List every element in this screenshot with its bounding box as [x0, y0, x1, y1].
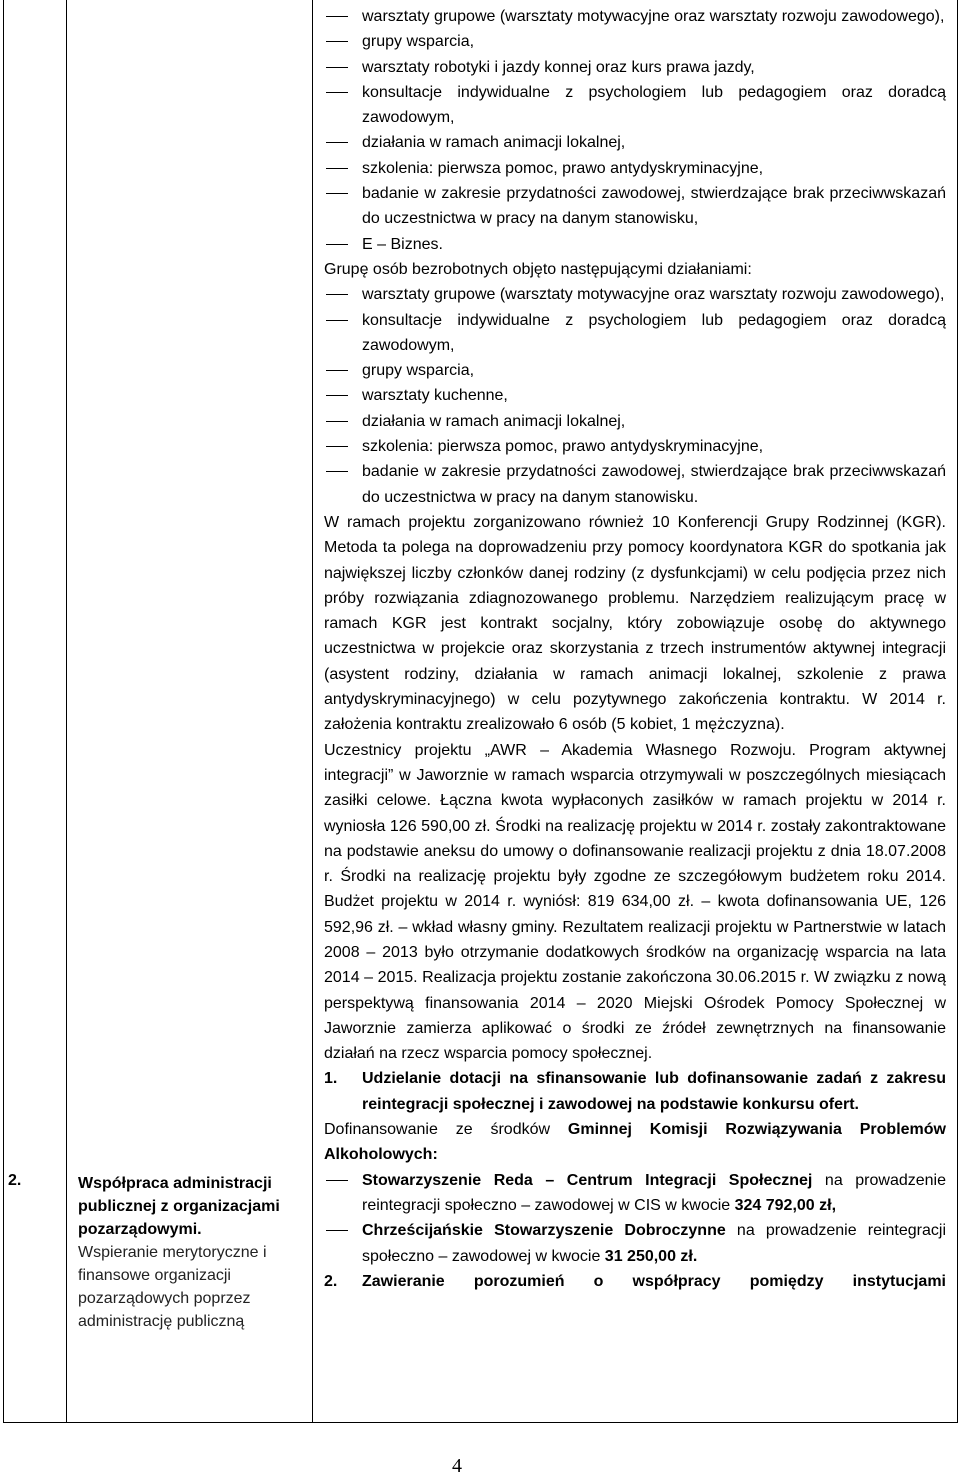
list-item: konsultacje indywidualne z psychologiem lub pedagogiem oraz doradcą zawodowym, [324, 308, 946, 359]
section-title-cell [78, 1172, 303, 1333]
dash-bullet-icon [326, 1230, 348, 1231]
intro-paragraph: Grupę osób bezrobotnych objęto następującymi działaniami: [324, 260, 752, 278]
page-number: 4 [452, 1455, 462, 1477]
dash-bullet-icon [326, 320, 348, 321]
organization-item: Chrześcijańskie Stowarzyszenie Dobroczynne na prowadzenie reintegracji społeczno – zawodowej w kwocie 31 250,00 zł. [324, 1218, 946, 1269]
organization-list [324, 1168, 946, 1269]
list-item: grupy wsparcia, [324, 29, 946, 54]
dash-bullet-icon [326, 244, 348, 245]
dash-bullet-icon [326, 67, 348, 68]
list-item: szkolenia: pierwsza pomoc, prawo antydyskryminacyjne, [324, 156, 946, 181]
list-item: warsztaty robotyki i jazdy konnej oraz kurs prawa jazdy, [324, 55, 946, 80]
activity-list-2 [324, 282, 946, 510]
list-item: warsztaty grupowe (warsztaty motywacyjne oraz warsztaty rozwoju zawodowego), [324, 4, 946, 29]
dash-bullet-icon [326, 41, 348, 42]
dash-bullet-icon [326, 92, 348, 93]
organization-item: Stowarzyszenie Reda – Centrum Integracji Społecznej na prowadzenie reintegracji społeczno – zawodowej w CIS w kwocie 324 792,00 zł, [324, 1168, 946, 1219]
heading-porozumienia: 2. Zawieranie porozumień o współpracy pomiędzy instytucjami [324, 1272, 946, 1290]
dash-bullet-icon [326, 471, 348, 472]
dash-bullet-icon [326, 16, 348, 17]
dash-bullet-icon [326, 193, 348, 194]
list-item: konsultacje indywidualne z psychologiem lub pedagogiem oraz doradcą zawodowym, [324, 80, 946, 131]
section-number-cell [8, 1172, 48, 1190]
column-divider [312, 0, 313, 1422]
dash-bullet-icon [326, 142, 348, 143]
kgr-paragraph: W ramach projektu zorganizowano również 10 Konferencji Grupy Rodzinnej (KGR). Metoda ta polega na doprowadzeniu przy pomocy koordynatora KGR do spotkania jak największej liczby członków danej rodziny (z dysfunkcjami) w celu podjęcia przez nich próby rozwiązania zdiagnozowanego problemu. Narzędziem realizującym pracę w ramach KGR jest kontrakt socjalny, który zobowiązuje osobę do aktywnego uczestnictwa w projekcie oraz skorzystania z trzech instrumentów aktywnej integracji (asystent rodziny, działania w ramach animacji lokalnej, szkolenie z prawa antydyskryminacyjnego) w celu pozytywnego zakończenia kontraktu. W 2014 r. założenia kontraktu zrealizowało 6 osób (5 kobiet, 1 mężczyzna). [324, 513, 946, 734]
dash-bullet-icon [326, 446, 348, 447]
section-title: Współpraca administracji publicznej z organizacjami pozarządowymi. [78, 1175, 280, 1238]
list-item: E – Biznes. [324, 232, 946, 257]
activity-list-1 [324, 4, 946, 257]
list-item: badanie w zakresie przydatności zawodowej, stwierdzające brak przeciwwskazań do uczestnictwa w pracy na danym stanowisku, [324, 181, 946, 232]
section-number: 2. [8, 1172, 22, 1189]
list-item: działania w ramach animacji lokalnej, [324, 409, 946, 434]
column-divider [66, 0, 67, 1422]
list-item: badanie w zakresie przydatności zawodowej, stwierdzające brak przeciwwskazań do uczestnictwa w pracy na danym stanowisku. [324, 459, 946, 510]
dash-bullet-icon [326, 395, 348, 396]
list-item: działania w ramach animacji lokalnej, [324, 130, 946, 155]
dash-bullet-icon [326, 168, 348, 169]
section-subtitle: Wspieranie merytoryczne i finansowe organizacji pozarządowych poprzez administrację publiczną [78, 1244, 267, 1330]
list-item: grupy wsparcia, [324, 358, 946, 383]
list-item: szkolenia: pierwsza pomoc, prawo antydyskryminacyjne, [324, 434, 946, 459]
dash-bullet-icon [326, 370, 348, 371]
list-item: warsztaty grupowe (warsztaty motywacyjne oraz warsztaty rozwoju zawodowego), [324, 282, 946, 307]
awr-paragraph: Uczestnicy projektu „AWR – Akademia Własnego Rozwoju. Program aktywnej integracji” w Jaworznie w ramach wsparcia otrzymywali w poszczególnych miesiącach zasiłki celowe. Łączna kwota wypłaconych zasiłków w ramach projektu w 2014 r. wyniosła 126 590,00 zł. Środki na realizację projektu w 2014 r. zostały zakontraktowane na podstawie aneksu do umowy o dofinansowanie realizacji projektu z dnia 18.07.2008 r. Środki na realizację projektu były zgodne ze szczegółowym budżetem roku 2014. Budżet projektu w 2014 r. wyniósł: 819 634,00 zł. – kwota dofinansowania UE, 126 592,96 zł. – wkład własny gminy. Rezultatem realizacji projektu w Partnerstwie w latach 2008 – 2013 było otrzymanie dodatkowych środków na organizację wsparcia na lata 2014 – 2015. Realizacja projektu zostanie zakończona 30.06.2015 r. W związku z nową perspektywą finansowania 2014 – 2020 Miejski Ośrodek Pomocy Społecznej w Jaworznie zamierza aplikować o środki ze źródeł zewnętrznych na finansowanie działań na rzecz wsparcia pomocy społecznej. [324, 741, 946, 1063]
dash-bullet-icon [326, 421, 348, 422]
dash-bullet-icon [326, 1180, 348, 1181]
list-item: warsztaty kuchenne, [324, 383, 946, 408]
dash-bullet-icon [326, 294, 348, 295]
heading-dotacje: 1. Udzielanie dotacji na sfinansowanie lub dofinansowanie zadań z zakresu reintegracji społecznej i zawodowej na podstawie konkursu ofert. [324, 1070, 946, 1113]
content-cell [324, 4, 946, 1294]
dofinansowanie-paragraph: Dofinansowanie ze środków Gminnej Komisji Rozwiązywania Problemów Alkoholowych: [324, 1121, 946, 1164]
